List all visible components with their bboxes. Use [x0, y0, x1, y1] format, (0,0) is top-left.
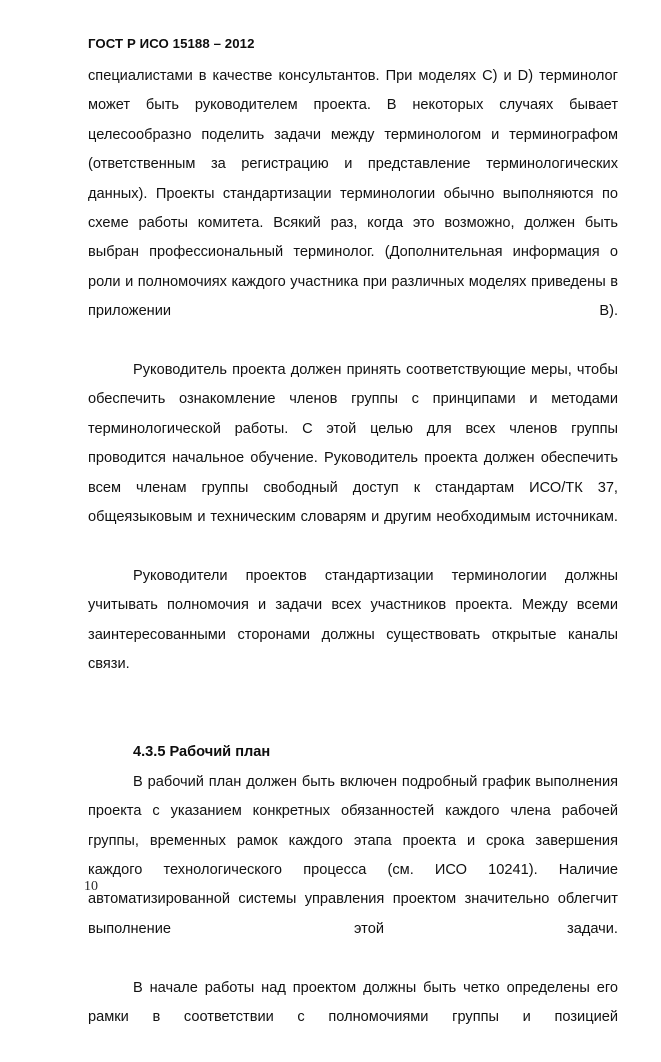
- paragraph-project-manager-measures: Руководитель проекта должен принять соответствующие меры, чтобы обеспечить ознакомление членов группы с принципами и методами терминологической работы. С этой целью для всех членов группы проводится начальное обучение. Руководитель проекта должен обеспечить всем членам группы свободный доступ к стандартам ИСО/ТК 37, общеязыковым и техническим словарям и другим необходимым источникам.: [88, 362, 618, 526]
- paragraph-project-managers-authority: Руководители проектов стандартизации терминологии должны учитывать полномочия и задачи всех участников проекта. Между всеми заинтересованными сторонами должны существовать открытые каналы связи.: [88, 567, 618, 673]
- paragraph-continued: специалистами в качестве консультантов. При моделях C) и D) терминолог может быть руководителем проекта. В некоторых случаях бывает целесообразно поделить задачи между терминологом и терминографом (ответственным за регистрацию и представление терминологических данных). Проекты стандартизации терминологии обычно выполняются по схеме работы комитета. Всякий раз, когда это возможно, должен быть выбран профессиональный терминолог. (Дополнительная информация о роли и полномочиях каждого участника при различных моделях приведены в приложении В).: [88, 68, 618, 320]
- document-header: ГОСТ Р ИСО 15188 – 2012: [88, 36, 255, 51]
- paragraph-work-plan: В рабочий план должен быть включен подробный график выполнения проекта с указанием конкретных обязанностей каждого члена рабочей группы, временных рамок каждого этапа проекта и срока завершения каждого технологического процесса (см. ИСО 10241). Наличие автоматизированной системы управления проектом значительно облегчит выполнение этой задачи.: [88, 773, 618, 937]
- section-heading-4-3-5: 4.3.5 Рабочий план: [133, 744, 271, 761]
- paragraph-project-scope: В начале работы над проектом должны быть четко определены его рамки в соответствии с полномочиями группы и позицией: [88, 979, 618, 1025]
- heading-spacer: [88, 709, 618, 738]
- page-number: 10: [84, 879, 98, 894]
- document-body: [88, 62, 618, 1062]
